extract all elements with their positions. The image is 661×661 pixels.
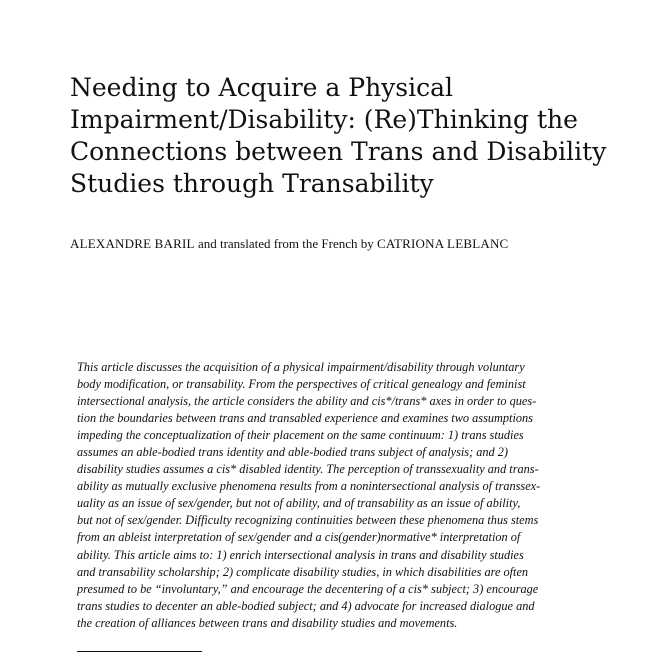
translator-name: CATRIONA LEBLANC <box>377 236 509 251</box>
abstract-line: from an ableist interpretation of sex/gender and a cis(gender)normative* interpretation of <box>77 530 521 545</box>
byline-connector: and translated from the French by <box>194 236 377 251</box>
abstract-line: ability as mutually exclusive phenomena results from a nonintersectional analysis of transsex- <box>77 479 541 494</box>
abstract-line: impeding the conceptualization of their placement on the same continuum: 1) trans studies <box>77 428 524 443</box>
footnote-separator-rule <box>77 651 202 652</box>
abstract-line: ability. This article aims to: 1) enrich intersectional analysis in trans and disability studies <box>77 547 524 562</box>
article-title <box>70 72 610 200</box>
abstract-line: body modification, or transability. From the perspectives of critical genealogy and feminist <box>77 377 526 392</box>
title-line-1: Needing to Acquire a Physical <box>70 73 454 102</box>
author-name: ALEXANDRE BARIL <box>70 236 195 251</box>
abstract-line: intersectional analysis, the article considers the ability and cis*/trans* axes in order to ques- <box>77 394 537 409</box>
abstract-line: This article discusses the acquisition of a physical impairment/disability through voluntary <box>77 360 525 374</box>
abstract-line: assumes an able-bodied trans identity and able-bodied trans subject of analysis; and 2) <box>77 445 509 460</box>
title-line-3: Connections between Trans and Disability <box>70 137 607 166</box>
abstract <box>77 359 637 632</box>
title-line-2: Impairment/Disability: (Re)Thinking the <box>70 105 578 134</box>
abstract-line: the creation of alliances between trans and disability studies and movements. <box>77 615 458 630</box>
abstract-line: trans studies to decenter an able-bodied subject; and 4) advocate for increased dialogue and <box>77 598 535 613</box>
abstract-line: tion the boundaries between trans and transabled experience and examines two assumptions <box>77 411 533 426</box>
abstract-line: uality as an issue of sex/gender, but not of ability, and of transability as an issue of ability, <box>77 496 521 511</box>
abstract-line: and transability scholarship; 2) complicate disability studies, in which disabilities are often <box>77 564 529 579</box>
abstract-line: presumed to be “involuntary,” and encourage the decentering of a cis* subject; 3) encourage <box>77 581 539 596</box>
abstract-line: disability studies assumes a cis* disabled identity. The perception of transsexuality and trans- <box>77 462 539 477</box>
author-byline <box>70 236 630 252</box>
abstract-line: but not of sex/gender. Difficulty recognizing continuities between these phenomena thus stems <box>77 513 539 528</box>
title-line-4: Studies through Transability <box>70 169 434 198</box>
